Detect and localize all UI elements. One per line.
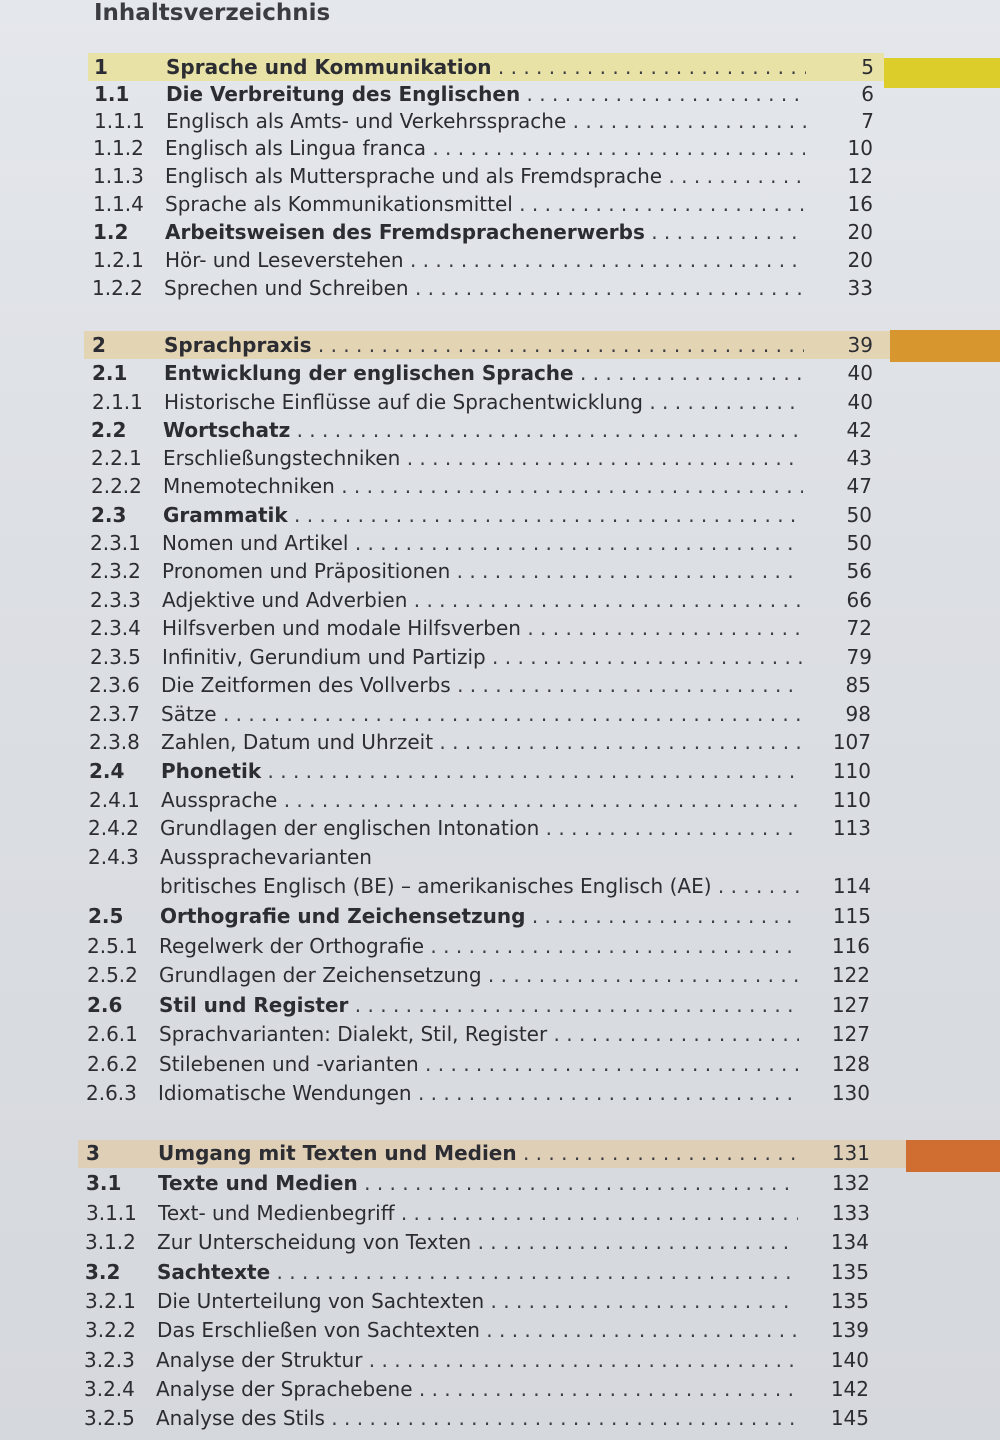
toc-entry-page: 20 xyxy=(847,248,873,272)
toc-entry xyxy=(0,444,1000,472)
toc-entry-title: Aussprache . . . xyxy=(161,786,801,814)
toc-entry-page: 135 xyxy=(830,1260,869,1284)
toc-entry xyxy=(0,614,1000,642)
toc-entry-number: 2.2.1 xyxy=(91,446,142,470)
toc-entry-number: 1 xyxy=(94,55,108,79)
toc-entry-number: 2.6.1 xyxy=(87,1022,138,1046)
toc-entry xyxy=(0,1287,1000,1315)
toc-entry xyxy=(0,757,1000,785)
toc-entry-number: 3.2.1 xyxy=(85,1289,136,1313)
toc-entry xyxy=(0,786,1000,814)
toc-entry-number: 1.2.1 xyxy=(93,248,144,272)
toc-entry-title: Englisch als Amts- und Verkehrssprache . . . xyxy=(166,107,806,135)
toc-entry xyxy=(0,53,1000,81)
toc-entry-page: 5 xyxy=(861,55,874,79)
toc-entry-page: 145 xyxy=(830,1406,869,1430)
toc-entry-page: 72 xyxy=(846,616,872,640)
toc-entry-page: 114 xyxy=(832,874,871,898)
toc-entry-title: Nomen und Artikel . . . xyxy=(162,529,802,557)
toc-entry-number: 2.3.7 xyxy=(89,702,140,726)
toc-entry-title: Das Erschließen von Sachtexten . . . xyxy=(157,1316,797,1344)
toc-entry xyxy=(0,416,1000,444)
toc-entry-title: Sprechen und Schreiben . . . xyxy=(164,274,804,302)
toc-entry-number: 2.6.3 xyxy=(86,1081,137,1105)
toc-entry xyxy=(0,501,1000,529)
toc-entry xyxy=(0,991,1000,1019)
toc-entry-number: 1.1.3 xyxy=(93,164,144,188)
toc-entry-number: 2.2 xyxy=(91,418,127,442)
toc-entry xyxy=(0,1375,1000,1403)
toc-entry xyxy=(0,700,1000,728)
toc-entry-number: 3.2.2 xyxy=(85,1318,136,1342)
toc-entry-page: 113 xyxy=(832,816,871,840)
toc-entry xyxy=(0,1020,1000,1048)
toc-entry xyxy=(0,872,1000,900)
toc-entry-title: Hilfsverben und modale Hilfsverben . . . xyxy=(162,614,802,642)
toc-entry-page: 133 xyxy=(831,1201,870,1225)
toc-entry xyxy=(0,80,1000,108)
toc-entry-number: 3.1.1 xyxy=(86,1201,137,1225)
toc-entry-title: Sprachvarianten: Dialekt, Stil, Register . . . xyxy=(159,1020,799,1048)
toc-entry-page: 122 xyxy=(831,963,870,987)
toc-entry-page: 10 xyxy=(847,136,873,160)
toc-entry xyxy=(0,1404,1000,1432)
toc-entry-number: 2.1 xyxy=(92,361,128,385)
toc-entry-number: 3 xyxy=(86,1141,100,1165)
toc-entry-page: 16 xyxy=(847,192,873,216)
toc-entry-title: Erschließungstechniken . . . xyxy=(163,444,803,472)
toc-entry-title: Sätze . . . xyxy=(161,700,801,728)
toc-entry xyxy=(0,586,1000,614)
toc-entry-number: 2.4.1 xyxy=(89,788,140,812)
toc-entry-number: 1.2.2 xyxy=(92,276,143,300)
toc-entry xyxy=(0,246,1000,274)
toc-entry-number: 2.5 xyxy=(88,904,124,928)
toc-entry-number: 1.1.1 xyxy=(94,109,145,133)
toc-entry-title: Englisch als Lingua franca . . . xyxy=(165,134,805,162)
toc-entry-title: Grundlagen der Zeichensetzung . . . xyxy=(159,961,799,989)
toc-entry-title: Sachtexte . . . xyxy=(157,1258,797,1286)
toc-entry-title: Die Zeitformen des Vollverbs . . . xyxy=(161,671,801,699)
toc-entry-page: 43 xyxy=(846,446,872,470)
toc-entry-page: 7 xyxy=(861,109,874,133)
toc-entry-page: 107 xyxy=(832,730,871,754)
toc-entry-title: Englisch als Muttersprache und als Fremdsprache . . . xyxy=(165,162,805,190)
toc-entry xyxy=(0,274,1000,302)
toc-entry-page: 110 xyxy=(832,759,871,783)
toc-entry-page: 127 xyxy=(831,1022,870,1046)
toc-entry-number: 1.1.4 xyxy=(93,192,144,216)
toc-entry-number: 2.3.2 xyxy=(90,559,141,583)
toc-entry xyxy=(0,472,1000,500)
toc-entry xyxy=(0,814,1000,842)
toc-entry-title: Sprache als Kommunikationsmittel . . . xyxy=(165,190,805,218)
toc-entry xyxy=(0,728,1000,756)
toc-entry-page: 98 xyxy=(845,702,871,726)
toc-entry-page: 128 xyxy=(831,1052,870,1076)
toc-entry xyxy=(0,557,1000,585)
toc-entry xyxy=(0,162,1000,190)
toc-entry xyxy=(0,932,1000,960)
toc-entry-title: Text- und Medienbegriff . . . xyxy=(158,1199,798,1227)
toc-entry-title: Wortschatz . . . xyxy=(163,416,803,444)
toc-entry-number: 2.3.6 xyxy=(89,673,140,697)
toc-entry xyxy=(0,218,1000,246)
toc-entry-page: 110 xyxy=(832,788,871,812)
toc-entry-title: Zahlen, Datum und Uhrzeit . . . xyxy=(161,728,801,756)
toc-entry xyxy=(0,331,1000,359)
toc-entry-page: 50 xyxy=(846,531,872,555)
toc-entry-number: 2.3.1 xyxy=(90,531,141,555)
toc-entry-page: 130 xyxy=(831,1081,870,1105)
toc-entry-title: Adjektive und Adverbien . . . xyxy=(162,586,802,614)
toc-entry-number: 2.4 xyxy=(89,759,125,783)
toc-entry xyxy=(0,1316,1000,1344)
toc-entry-page: 56 xyxy=(846,559,872,583)
toc-entry-title: Analyse des Stils . . . xyxy=(156,1404,796,1432)
toc-entry-title: Aussprachevarianten xyxy=(160,845,372,869)
toc-entry-number: 2.2.2 xyxy=(91,474,142,498)
toc-entry-number: 3.1 xyxy=(86,1171,122,1195)
toc-entry xyxy=(0,190,1000,218)
toc-entry xyxy=(0,643,1000,671)
toc-entry-title: Hör- und Leseverstehen . . . xyxy=(165,246,805,274)
toc-entry-title: Orthografie und Zeichensetzung . . . xyxy=(160,902,800,930)
toc-entry-number: 2.1.1 xyxy=(92,390,143,414)
toc-entry-page: 140 xyxy=(830,1348,869,1372)
toc-entry-number: 2.4.2 xyxy=(88,816,139,840)
toc-entry xyxy=(0,902,1000,930)
toc-entry-number: 1.1 xyxy=(94,82,130,106)
toc-entry-page: 85 xyxy=(845,673,871,697)
toc-entry-page: 42 xyxy=(846,418,872,442)
toc-entry xyxy=(0,843,1000,871)
toc-entry-title: Sprachpraxis . . . xyxy=(164,331,804,359)
toc-entry-title: Infinitiv, Gerundium und Partizip . . . xyxy=(162,643,802,671)
toc-entry-title: Idiomatische Wendungen . . . xyxy=(158,1079,798,1107)
toc-entry-page: 20 xyxy=(847,220,873,244)
toc-entry xyxy=(0,107,1000,135)
toc-entry-number: 2.3.4 xyxy=(90,616,141,640)
toc-entry-number: 1.1.2 xyxy=(93,136,144,160)
toc-entry-number: 2.3.5 xyxy=(90,645,141,669)
toc-entry-page: 134 xyxy=(830,1230,869,1254)
toc-entry-number: 3.2.4 xyxy=(84,1377,135,1401)
toc-entry-page: 79 xyxy=(846,645,872,669)
toc-entry xyxy=(0,671,1000,699)
toc-entry-number: 2.6 xyxy=(87,993,123,1017)
toc-entry-number: 2.5.2 xyxy=(87,963,138,987)
toc-entry xyxy=(0,1258,1000,1286)
toc-entry-title: Historische Einflüsse auf die Sprachentwicklung . . . xyxy=(164,388,804,416)
toc-entry-title: Analyse der Struktur . . . xyxy=(156,1346,796,1374)
toc-entry-title: Texte und Medien . . . xyxy=(158,1169,798,1197)
toc-entry-title: Sprache und Kommunikation . . . xyxy=(166,53,806,81)
toc-entry-page: 12 xyxy=(847,164,873,188)
toc-entry xyxy=(0,359,1000,387)
toc-entry-page: 115 xyxy=(832,904,871,928)
toc-entry xyxy=(0,1346,1000,1374)
toc-entry-title: Phonetik . . . xyxy=(161,757,801,785)
toc-entry-page: 50 xyxy=(846,503,872,527)
toc-entry-page: 131 xyxy=(831,1141,870,1165)
toc-entry-number: 1.2 xyxy=(93,220,129,244)
toc-entry-number: 2.5.1 xyxy=(87,934,138,958)
toc-entry-page: 139 xyxy=(830,1318,869,1342)
toc-entry-title: Analyse der Sprachebene . . . xyxy=(156,1375,796,1403)
toc-entry xyxy=(0,388,1000,416)
toc-entry-title: Umgang mit Texten und Medien . . . xyxy=(158,1139,798,1167)
toc-entry-title: Arbeitsweisen des Fremdsprachenerwerbs . . . xyxy=(165,218,805,246)
toc-entry-number: 2 xyxy=(92,333,106,357)
toc-entry-number: 3.2 xyxy=(85,1260,121,1284)
toc-entry xyxy=(0,529,1000,557)
toc-entry-number: 3.2.3 xyxy=(84,1348,135,1372)
toc-entry-title: britisches Englisch (BE) – amerikanisches Englisch (AE) . . . xyxy=(160,872,800,900)
toc-entry-page: 40 xyxy=(847,390,873,414)
toc-entry-number: 3.1.2 xyxy=(85,1230,136,1254)
toc-entry-title: Stil und Register . . . xyxy=(159,991,799,1019)
toc-entry xyxy=(0,1079,1000,1107)
toc-entry-page: 6 xyxy=(861,82,874,106)
toc-entry-title: Grundlagen der englischen Intonation . . . xyxy=(160,814,800,842)
toc-entry-page: 135 xyxy=(830,1289,869,1313)
toc-entry-page: 127 xyxy=(831,993,870,1017)
toc-entry-number: 2.6.2 xyxy=(87,1052,138,1076)
toc-entry-title: Grammatik . . . xyxy=(163,501,803,529)
toc-entry xyxy=(0,1199,1000,1227)
toc-entry-number: 2.3.8 xyxy=(89,730,140,754)
toc-entry-page: 39 xyxy=(847,333,873,357)
toc-entry xyxy=(0,961,1000,989)
toc-entry-number: 2.3.3 xyxy=(90,588,141,612)
toc-entry-number: 3.2.5 xyxy=(84,1406,135,1430)
toc-entry-title: Pronomen und Präpositionen . . . xyxy=(162,557,802,585)
toc-entry xyxy=(0,1050,1000,1078)
toc-entry xyxy=(0,1228,1000,1256)
toc-entry xyxy=(0,1139,1000,1167)
page-title: Inhaltsverzeichnis xyxy=(94,0,331,26)
toc-entry xyxy=(0,1169,1000,1197)
toc-entry-title: Die Unterteilung von Sachtexten . . . xyxy=(157,1287,797,1315)
toc-entry xyxy=(0,134,1000,162)
toc-entry-page: 66 xyxy=(846,588,872,612)
toc-entry-title: Regelwerk der Orthografie . . . xyxy=(159,932,799,960)
toc-entry-page: 40 xyxy=(847,361,873,385)
toc-entry-title: Entwicklung der englischen Sprache . . . xyxy=(164,359,804,387)
toc-entry-title: Zur Unterscheidung von Texten . . . xyxy=(157,1228,797,1256)
toc-entry-title: Mnemotechniken . . . xyxy=(163,472,803,500)
toc-entry-page: 33 xyxy=(847,276,873,300)
toc-entry-number: 2.3 xyxy=(91,503,127,527)
toc-entry-page: 132 xyxy=(831,1171,870,1195)
toc-entry-number: 2.4.3 xyxy=(88,845,139,869)
toc-entry-page: 142 xyxy=(830,1377,869,1401)
toc-entry-title: Die Verbreitung des Englischen . . . xyxy=(166,80,806,108)
toc-entry-title: Stilebenen und -varianten . . . xyxy=(159,1050,799,1078)
toc-entry-page: 116 xyxy=(831,934,870,958)
toc-entry-page: 47 xyxy=(846,474,872,498)
